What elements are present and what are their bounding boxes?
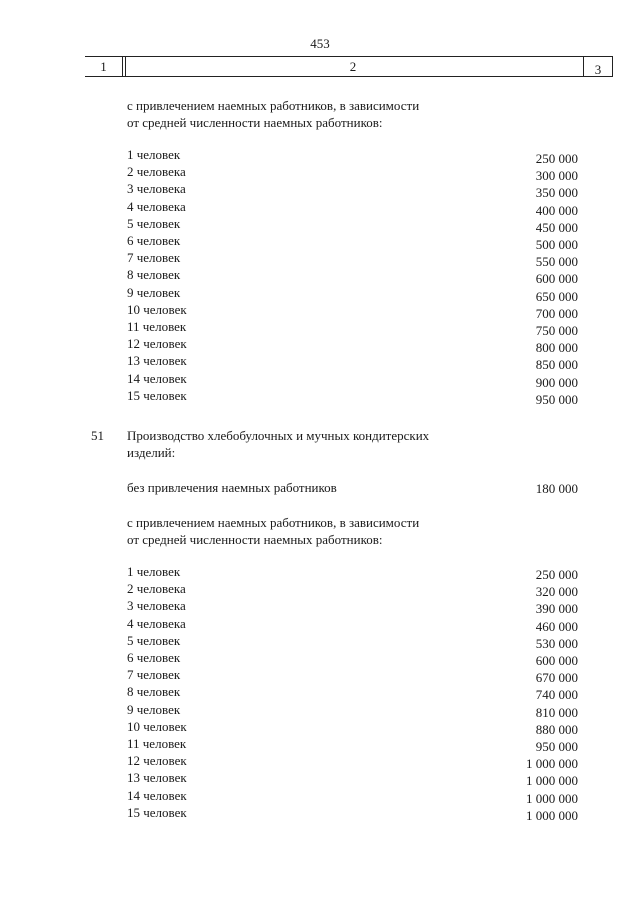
row-value: 400 000 (535, 202, 578, 218)
row-label: 9 человек (127, 284, 181, 300)
row-value: 600 000 (535, 271, 578, 287)
section-b-intro-line2: от средней численности наемных работников: (127, 532, 383, 547)
row-label: 12 человек (127, 753, 187, 769)
row-label: 13 человек (127, 353, 187, 369)
row-value: 740 000 (535, 687, 578, 703)
row-label: 6 человек (127, 233, 181, 248)
row-label: 10 человек (127, 301, 187, 317)
row-label: 8 человек (127, 267, 181, 283)
header-col-1: 1 (100, 59, 107, 74)
row-label: 12 человек (127, 336, 187, 352)
row-value: 320 000 (535, 584, 578, 600)
row-label: 8 человек (127, 684, 181, 700)
row-label: 15 человек (127, 804, 187, 820)
section-b-title-line2: изделий: (127, 445, 176, 460)
row-label: 5 человек (127, 632, 181, 648)
row-value: 530 000 (535, 635, 578, 651)
header-col-2: 2 (349, 59, 357, 74)
row-label: 7 человек (127, 250, 181, 266)
row-label: 11 человек (127, 736, 187, 751)
row-value: 900 000 (535, 374, 578, 390)
section-a-intro-line1: с привлечением наемных работников, в зависимости (127, 98, 420, 113)
row-value: 650 000 (535, 288, 578, 304)
no-hire-label: без привлечения наемных работников (127, 480, 337, 495)
row-label: 9 человек (127, 701, 181, 717)
row-value: 460 000 (535, 618, 578, 634)
row-value: 250 000 (535, 567, 578, 582)
row-value: 1 000 000 (526, 756, 578, 772)
section-a-intro-line2: от средней численности наемных работников: (127, 115, 383, 130)
row-label: 10 человек (127, 718, 187, 734)
no-hire-value: 180 000 (535, 481, 578, 496)
row-label: 5 человек (127, 215, 181, 231)
row-label: 15 человек (127, 387, 187, 403)
row-label: 2 человека (127, 164, 186, 180)
row-value: 1 000 000 (526, 773, 578, 789)
row-label: 3 человека (127, 181, 186, 197)
section-b-intro-line1: с привлечением наемных работников, в зависимости (127, 515, 420, 530)
row-label: 2 человека (127, 581, 186, 597)
row-value: 550 000 (535, 254, 578, 270)
row-value: 800 000 (535, 340, 578, 356)
row-value: 810 000 (535, 704, 578, 720)
row-label: 3 человека (127, 598, 186, 614)
section-b-number: 51 (91, 428, 104, 443)
row-value: 880 000 (535, 721, 578, 737)
header-col-3: 3 (594, 62, 602, 77)
section-b-title-line1: Производство хлебобулочных и мучных кондитерских (127, 428, 430, 443)
table-header (85, 56, 613, 77)
row-value: 350 000 (535, 185, 578, 201)
row-value: 950 000 (535, 739, 578, 754)
page-number: 453 (310, 36, 330, 51)
row-label: 1 человек (127, 564, 181, 579)
row-value: 600 000 (535, 653, 578, 668)
row-value: 250 000 (535, 151, 578, 166)
row-label: 14 человек (127, 787, 187, 803)
row-value: 850 000 (535, 357, 578, 373)
row-label: 4 человека (127, 198, 186, 214)
row-value: 1 000 000 (526, 807, 578, 823)
row-value: 750 000 (535, 323, 578, 338)
row-value: 300 000 (535, 168, 578, 184)
row-label: 7 человек (127, 667, 181, 683)
row-label: 13 человек (127, 770, 187, 786)
row-value: 700 000 (535, 305, 578, 321)
row-value: 670 000 (535, 670, 578, 686)
row-value: 950 000 (535, 391, 578, 407)
row-value: 500 000 (535, 237, 578, 252)
row-label: 1 человек (127, 147, 181, 162)
row-label: 4 человека (127, 615, 186, 631)
row-label: 6 человек (127, 650, 181, 665)
column-divider (122, 57, 123, 76)
row-value: 390 000 (535, 601, 578, 617)
row-label: 11 человек (127, 319, 187, 334)
row-value: 450 000 (535, 219, 578, 235)
row-label: 14 человек (127, 370, 187, 386)
row-value: 1 000 000 (526, 790, 578, 806)
